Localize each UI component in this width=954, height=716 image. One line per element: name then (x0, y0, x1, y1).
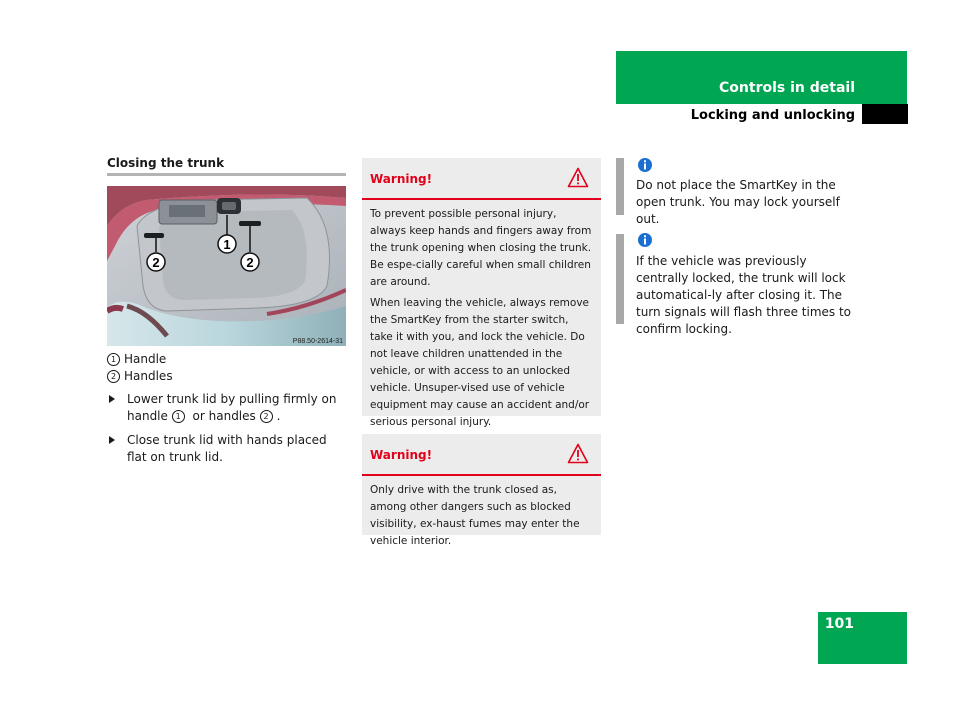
trunk-photo (107, 186, 346, 346)
warning-header (362, 434, 601, 476)
instruction-step (107, 432, 347, 466)
warning-title: Warning! (370, 172, 433, 186)
header-marker (862, 104, 908, 124)
legend-number: 1 (107, 353, 120, 366)
warning-paragraph: When leaving the vehicle, always remove the SmartKey from the starter switch, take it with you, and lock the vehicle. Do not leave children unattended in the vehicle, or with access to an unlocked vehicle. Unsuper-vised use of vehicle equipment may cause an accident and/or serious personal injury. (370, 297, 590, 428)
step-text: or handles (188, 409, 260, 423)
info-bar (616, 158, 624, 215)
section-subtitle: Locking and unlocking (690, 108, 855, 123)
info-note-text: Do not place the SmartKey in the open trunk. You may lock yourself out. (636, 178, 840, 226)
section-title: Closing the trunk (107, 156, 225, 170)
warning-triangle-icon (567, 443, 589, 464)
info-note-text: If the vehicle was previously centrally locked, the trunk will lock automatical-ly after closing it. The turn signals will flash three times to confirm locking. (636, 254, 852, 336)
instruction-step (107, 391, 347, 425)
instruction-steps (107, 391, 347, 473)
warning-box (362, 158, 601, 428)
legend-item (107, 351, 173, 368)
image-code: P88.50-2614-31 (292, 338, 343, 345)
info-bar (616, 234, 624, 324)
warning-box (362, 434, 601, 547)
page-number: 101 (824, 616, 854, 632)
callout-number: 1 (223, 237, 231, 252)
step-text: Close trunk lid with hands placed flat on trunk lid. (127, 433, 327, 464)
warning-body (362, 200, 601, 443)
header-band (616, 51, 907, 104)
info-icon (637, 232, 653, 248)
info-icon (637, 157, 653, 173)
legend-item (107, 368, 173, 385)
warning-triangle-icon (567, 167, 589, 188)
warning-header (362, 158, 601, 200)
legend-number: 2 (107, 370, 120, 383)
triangle-bullet-icon (109, 436, 115, 444)
callout-number: 2 (152, 255, 160, 270)
chapter-title: Controls in detail (719, 80, 855, 96)
legend-label: Handles (124, 369, 173, 383)
legend-label: Handle (124, 352, 167, 366)
step-text: Lower trunk lid by pulling firmly on handle (127, 392, 337, 423)
inline-number: 1 (172, 410, 185, 423)
triangle-bullet-icon (109, 395, 115, 403)
legend (107, 351, 173, 385)
inline-number: 2 (260, 410, 273, 423)
section-divider (107, 173, 346, 176)
step-text: . (276, 409, 281, 423)
warning-title: Warning! (370, 448, 433, 462)
warning-paragraph: Only drive with the trunk closed as, among other dangers such as blocked visibility, ex-haust fumes may enter the vehicle interior. (370, 484, 580, 547)
callout-number: 2 (246, 255, 254, 270)
warning-body (362, 476, 601, 562)
warning-paragraph: To prevent possible personal injury, always keep hands and fingers away from the trunk opening when closing the trunk. Be espe-cially careful when small children are around. (370, 208, 592, 288)
